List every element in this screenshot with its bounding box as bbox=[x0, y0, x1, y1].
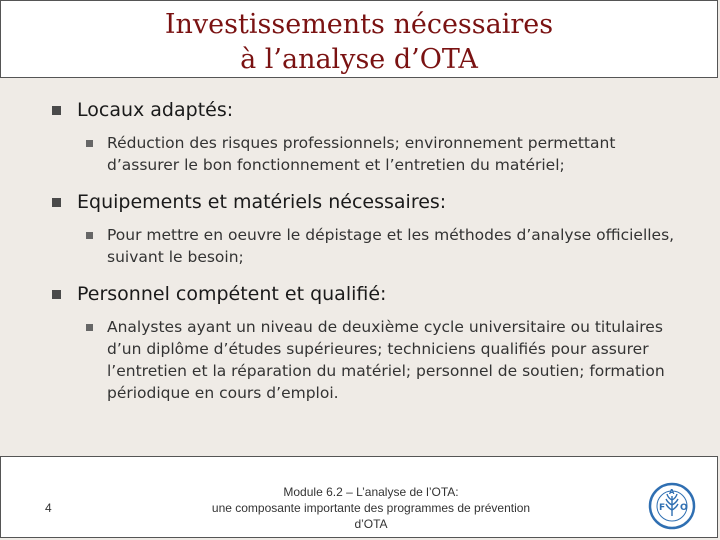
footer-bar bbox=[0, 456, 718, 538]
title-bar bbox=[0, 0, 718, 78]
slide-title-line-1: Investissements nécessaires bbox=[164, 9, 554, 40]
slide-body bbox=[52, 98, 682, 418]
footer-line-1: Module 6.2 – L’analyse de l’OTA: bbox=[283, 485, 459, 499]
fao-logo-icon bbox=[648, 482, 696, 530]
square-bullet-icon bbox=[52, 198, 61, 207]
bullet-heading: Personnel compétent et qualifié: bbox=[77, 283, 387, 305]
bullet-item-personnel bbox=[52, 282, 682, 306]
sub-bullet-item bbox=[86, 132, 682, 176]
page-number: 4 bbox=[45, 501, 52, 515]
bullet-item-locaux bbox=[52, 98, 682, 122]
square-bullet-icon bbox=[52, 106, 61, 115]
sub-bullet-text: Analystes ayant un niveau de deuxième cycle universitaire ou titulaires d’un diplôme d’études supérieures; techniciens qualifiés pour assurer l’entretien et la réparation du matériel; personnel de soutien; formation périodique en cours d’emploi. bbox=[107, 318, 665, 402]
slide-title-line-2: à l’analyse d’OTA bbox=[240, 44, 478, 75]
footer-caption bbox=[161, 484, 581, 532]
sub-bullet-item bbox=[86, 224, 682, 268]
sub-bullet-text: Pour mettre en oeuvre le dépistage et les méthodes d’analyse officielles, suivant le besoin; bbox=[107, 226, 675, 266]
bullet-heading: Locaux adaptés: bbox=[77, 99, 234, 121]
bullet-heading: Equipements et matériels nécessaires: bbox=[77, 191, 447, 213]
bullet-item-equipements bbox=[52, 190, 682, 214]
svg-text:A: A bbox=[669, 488, 675, 496]
footer-line-2: une composante importante des programmes de prévention bbox=[211, 501, 531, 515]
square-bullet-icon bbox=[86, 232, 93, 239]
square-bullet-icon bbox=[52, 290, 61, 299]
footer-line-3: d’OTA bbox=[354, 517, 388, 531]
svg-text:F: F bbox=[659, 503, 666, 513]
sub-bullet-item bbox=[86, 316, 682, 404]
svg-text:O: O bbox=[680, 503, 688, 513]
square-bullet-icon bbox=[86, 140, 93, 147]
square-bullet-icon bbox=[86, 324, 93, 331]
sub-bullet-text: Réduction des risques professionnels; environnement permettant d’assurer le bon fonctionnement et l’entretien du matériel; bbox=[107, 134, 616, 174]
